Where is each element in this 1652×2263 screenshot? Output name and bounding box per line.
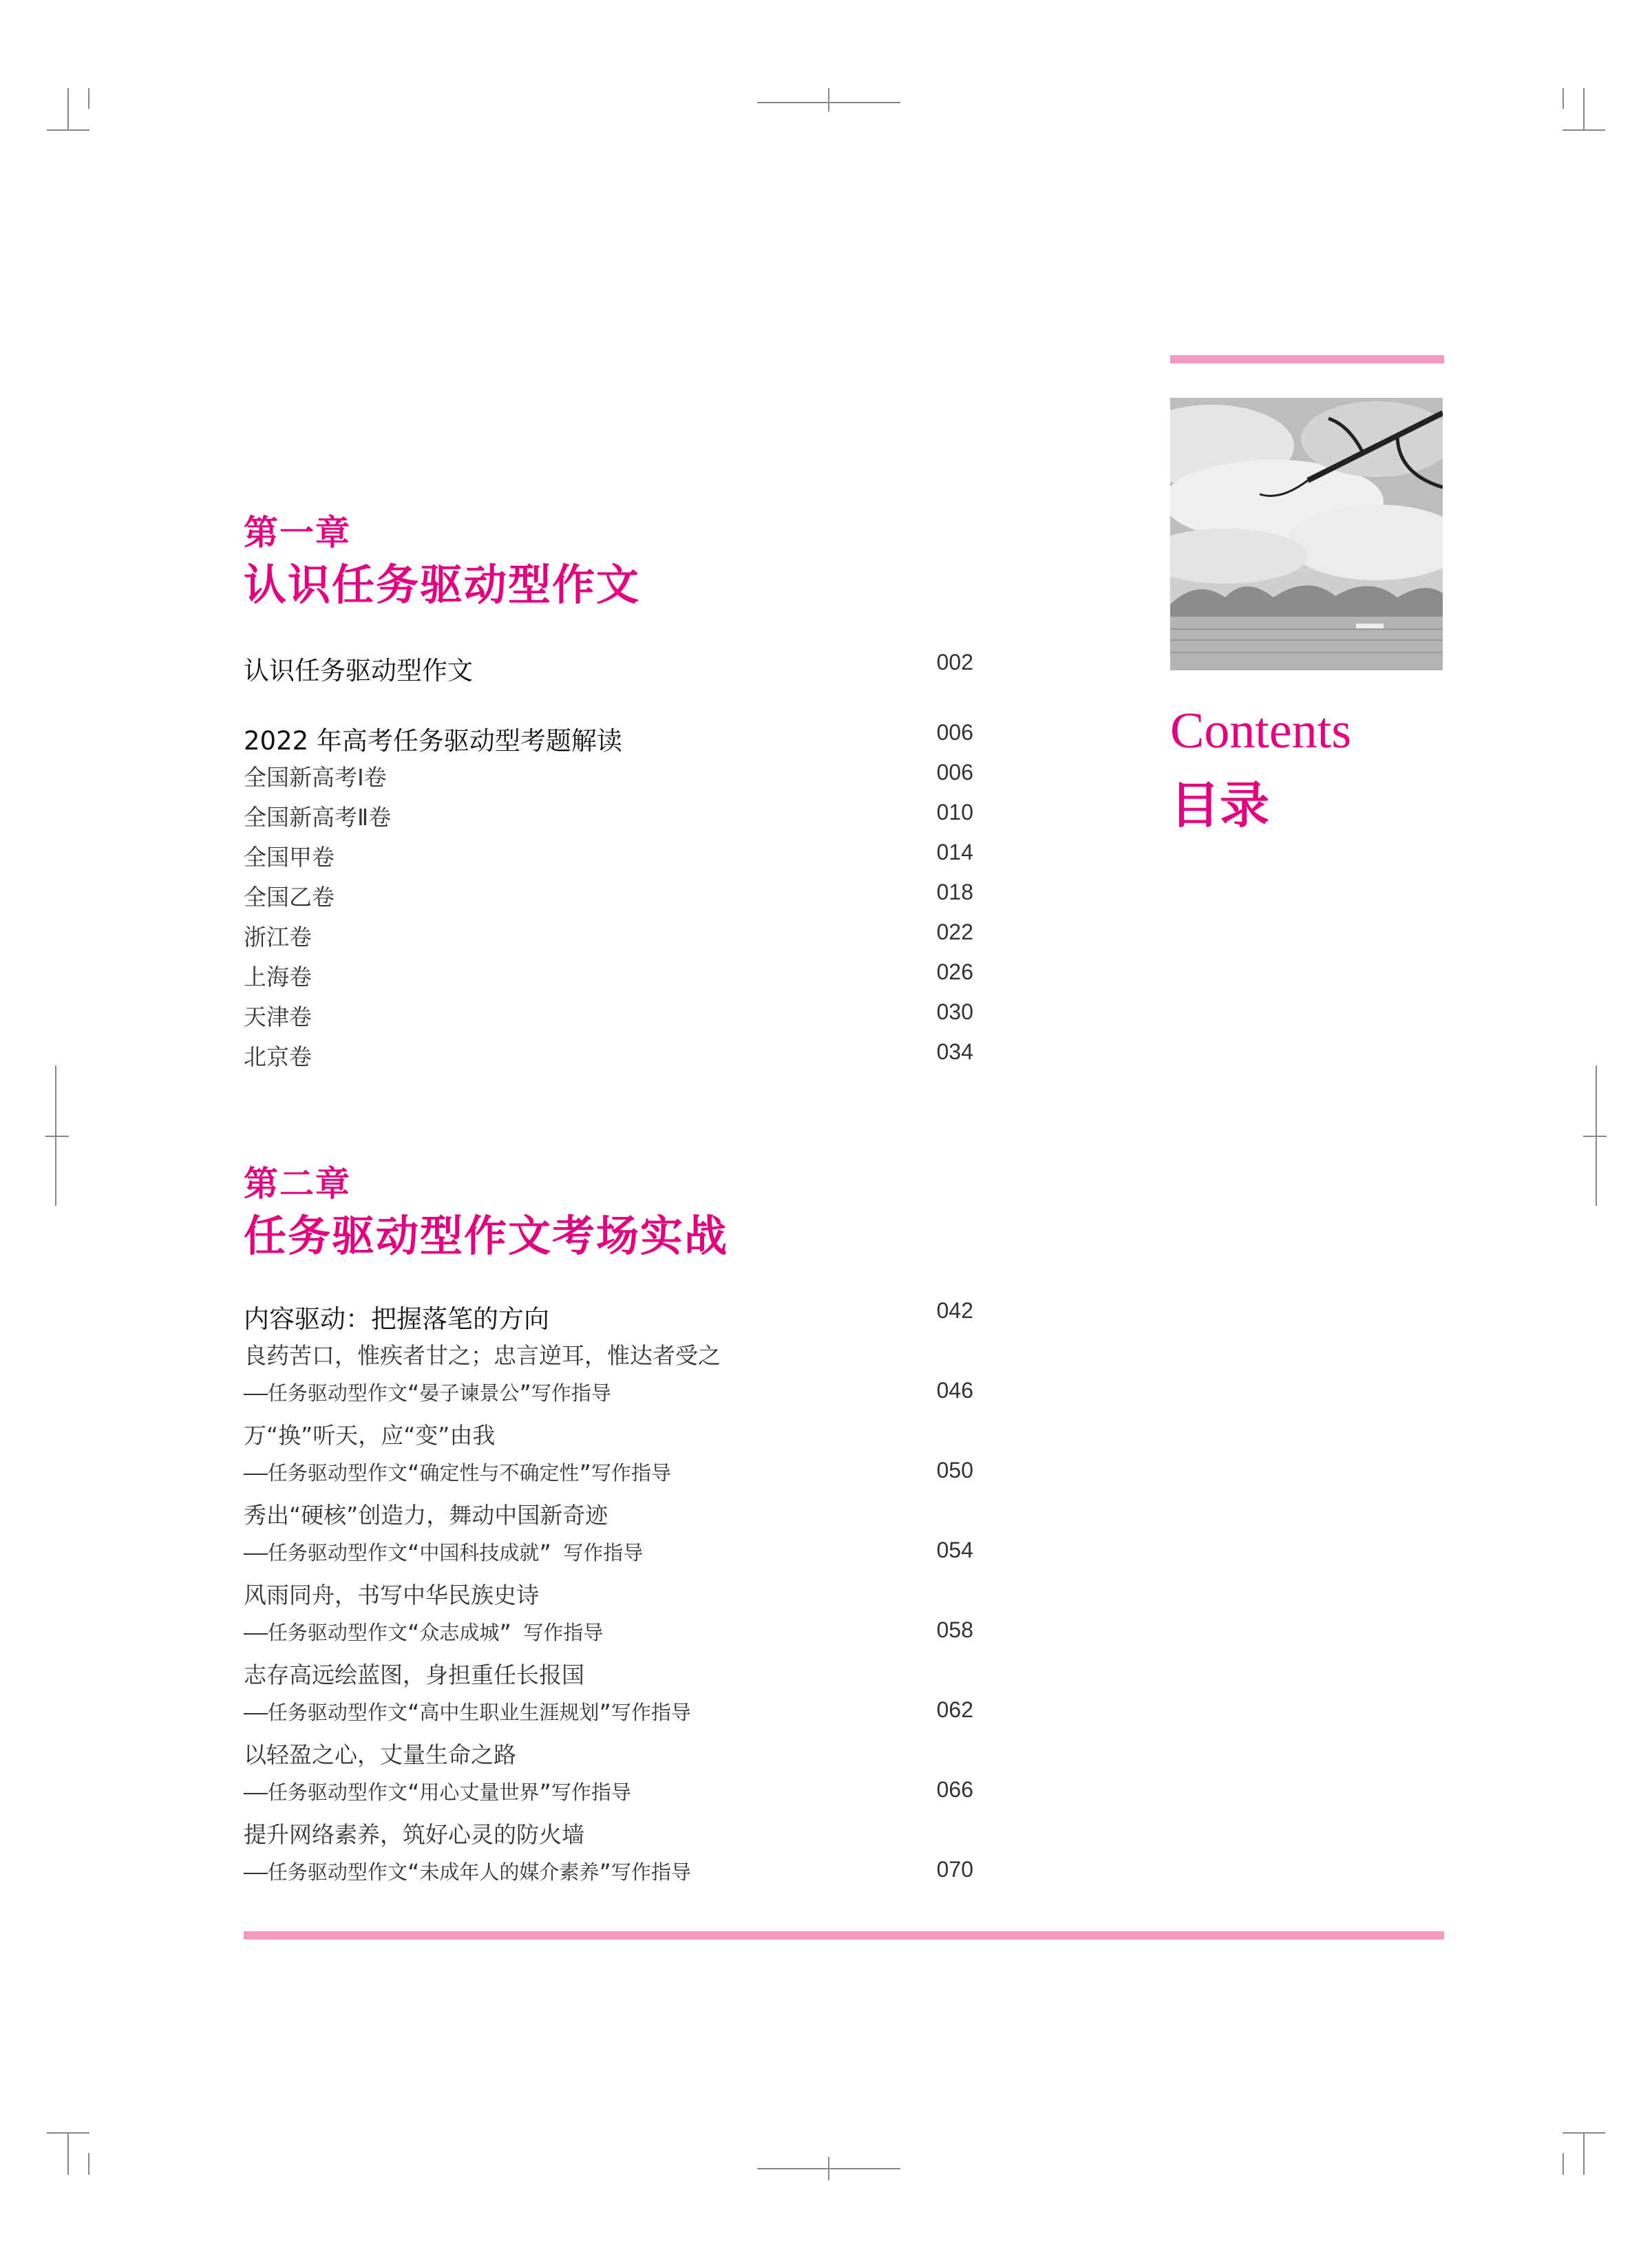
toc-entry[interactable] <box>244 1697 973 1732</box>
chapter-1-label: 第一章 <box>244 512 351 553</box>
entry-title: ——任务驱动型作文“中国科技成就” 写作指导 <box>244 1541 644 1564</box>
toc-entry[interactable] <box>244 760 973 794</box>
entry-page: 018 <box>936 880 973 904</box>
entry-page: 006 <box>936 720 973 745</box>
toc-entry[interactable] <box>244 1458 973 1492</box>
landscape-illustration <box>1170 398 1443 670</box>
entry-title: ——任务驱动型作文“确定性与不确定性”写作指导 <box>244 1461 671 1485</box>
bottom-pink-bar <box>244 1931 1444 1940</box>
entry-page: 046 <box>936 1378 973 1403</box>
toc-entry[interactable] <box>244 959 973 994</box>
entry-page: 042 <box>936 1298 973 1323</box>
entry-page: 054 <box>936 1538 973 1562</box>
entry-title: 全国新高考Ⅱ卷 <box>244 804 392 831</box>
toc-entry[interactable] <box>244 1577 973 1612</box>
entry-title: 风雨同舟，书写中华民族史诗 <box>244 1582 539 1608</box>
toc-entry[interactable] <box>244 999 973 1034</box>
toc-entry[interactable] <box>244 1857 973 1891</box>
toc-entry[interactable] <box>244 1737 973 1772</box>
entry-title: 万“换”听天，应“变”由我 <box>244 1422 496 1449</box>
toc-entry[interactable] <box>244 1817 973 1851</box>
toc-entry[interactable] <box>244 1378 973 1412</box>
toc-entry[interactable] <box>244 1657 973 1692</box>
toc-entry[interactable] <box>244 650 973 684</box>
entry-page: 034 <box>936 1039 973 1064</box>
entry-page: 026 <box>936 959 973 984</box>
entry-page: 062 <box>936 1697 973 1722</box>
toc-entry[interactable] <box>244 1039 973 1074</box>
toc-entry[interactable] <box>244 840 973 874</box>
entry-title: ——任务驱动型作文“用心丈量世界”写作指导 <box>244 1781 631 1804</box>
entry-title: 浙江卷 <box>244 924 312 950</box>
toc-entry[interactable] <box>244 1298 973 1332</box>
entry-page: 058 <box>936 1617 973 1642</box>
entry-page: 066 <box>936 1777 973 1802</box>
entry-title: 认识任务驱动型作文 <box>244 656 473 686</box>
chapter-2-title: 任务驱动型作文考场实战 <box>244 1211 729 1261</box>
chapter-1-title: 认识任务驱动型作文 <box>244 560 641 610</box>
entry-title: 秀出“硬核”创造力，舞动中国新奇迹 <box>244 1502 608 1529</box>
toc-entry[interactable] <box>244 1418 973 1452</box>
toc-entry[interactable] <box>244 920 973 954</box>
entry-title: 志存高远绘蓝图，身担重任长报国 <box>244 1661 584 1688</box>
entry-page: 010 <box>936 800 973 825</box>
toc-entry[interactable] <box>244 1338 973 1372</box>
entry-page: 006 <box>936 760 973 785</box>
entry-title: 良药苦口，惟疾者甘之；忠言逆耳，惟达者受之 <box>244 1342 721 1369</box>
entry-title: 天津卷 <box>244 1003 312 1030</box>
top-pink-bar <box>1170 355 1444 363</box>
entry-page: 070 <box>936 1857 973 1882</box>
entry-page: 002 <box>936 650 973 674</box>
toc-entry[interactable] <box>244 1777 973 1812</box>
entry-page: 014 <box>936 840 973 864</box>
entry-title: 2022 年高考任务驱动型考题解读 <box>244 726 622 756</box>
chapter-2-label: 第二章 <box>244 1163 351 1204</box>
toc-entry[interactable] <box>244 720 973 754</box>
entry-title: ——任务驱动型作文“未成年人的媒介素养”写作指导 <box>244 1860 691 1884</box>
entry-title: 上海卷 <box>244 964 312 990</box>
toc-entry[interactable] <box>244 800 973 834</box>
entry-title: 全国乙卷 <box>244 884 335 911</box>
entry-title: 以轻盈之心，丈量生命之路 <box>244 1741 516 1768</box>
entry-title: 北京卷 <box>244 1043 312 1070</box>
entry-title: 全国新高考Ⅰ卷 <box>244 764 387 791</box>
contents-label-zh: 目录 <box>1170 776 1270 834</box>
toc-entry[interactable] <box>244 880 973 914</box>
toc-entry[interactable] <box>244 1498 973 1532</box>
contents-label-en: Contents <box>1170 703 1352 759</box>
entry-title: ——任务驱动型作文“高中生职业生涯规划”写作指导 <box>244 1701 691 1724</box>
entry-title: 内容驱动：把握落笔的方向 <box>244 1304 549 1334</box>
entry-title: 提升网络素养，筑好心灵的防火墙 <box>244 1821 584 1848</box>
entry-title: ——任务驱动型作文“众志成城” 写作指导 <box>244 1621 604 1644</box>
entry-title: 全国甲卷 <box>244 844 335 871</box>
entry-title: ——任务驱动型作文“晏子谏景公”写作指导 <box>244 1381 611 1405</box>
entry-page: 030 <box>936 999 973 1024</box>
entry-page: 022 <box>936 920 973 944</box>
toc-entry[interactable] <box>244 1617 973 1652</box>
toc-entry[interactable] <box>244 1538 973 1572</box>
entry-page: 050 <box>936 1458 973 1483</box>
